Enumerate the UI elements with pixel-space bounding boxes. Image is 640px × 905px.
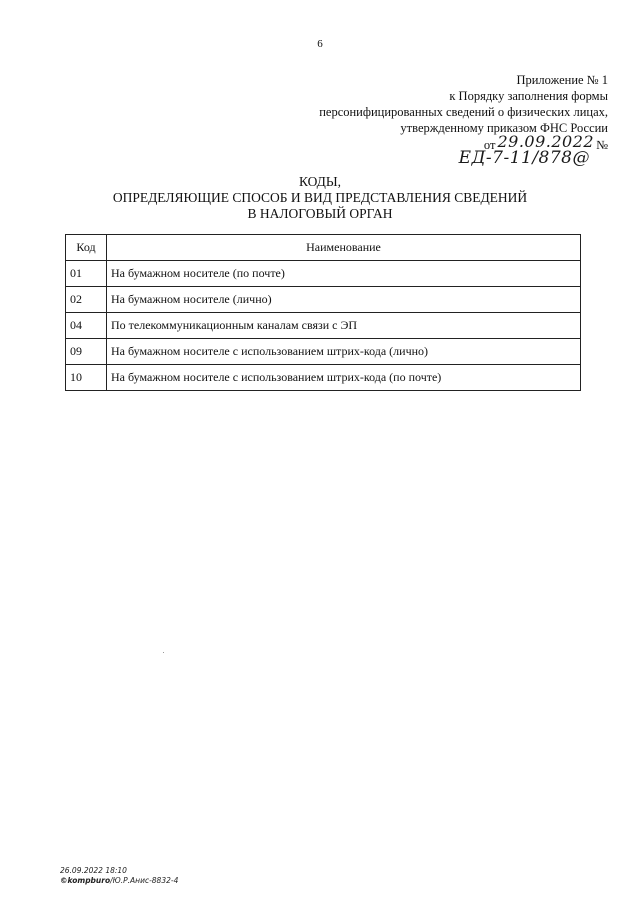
code-cell: 10	[66, 365, 107, 391]
column-header-code: Код	[66, 235, 107, 261]
name-cell: На бумажном носителе с использованием штрих-кода (лично)	[107, 339, 581, 365]
title-line-1: КОДЫ,	[298, 174, 342, 189]
appendix-line-4: утвержденному приказом ФНС России	[400, 121, 608, 135]
handwritten-date: 29.09.2022	[497, 132, 595, 151]
code-cell: 02	[66, 287, 107, 313]
stamp-brand: ©kompburo	[60, 876, 111, 885]
table-row	[66, 365, 581, 391]
document-title	[0, 174, 640, 222]
appendix-header	[319, 72, 608, 168]
table-header-row	[66, 235, 581, 261]
table-row	[66, 261, 581, 287]
appendix-line-1: Приложение № 1	[516, 73, 608, 87]
stamp-code: /Ю.Р.Анис-8832-4	[110, 876, 179, 885]
appendix-line-2: к Порядку заполнения формы	[449, 89, 608, 103]
date-prefix: от	[483, 138, 496, 152]
appendix-line-3: персонифицированных сведений о физических лицах,	[319, 105, 608, 119]
name-cell: На бумажном носителе (лично)	[107, 287, 581, 313]
table-row	[66, 287, 581, 313]
code-cell: 01	[66, 261, 107, 287]
scan-speck	[163, 652, 164, 653]
approval-line	[319, 132, 608, 168]
name-cell: На бумажном носителе (по почте)	[107, 261, 581, 287]
name-cell: На бумажном носителе с использованием штрих-кода (по почте)	[107, 365, 581, 391]
codes-table	[65, 234, 581, 391]
title-line-2: ОПРЕДЕЛЯЮЩИЕ СПОСОБ И ВИД ПРЕДСТАВЛЕНИЯ СВЕДЕНИЙ	[112, 190, 528, 205]
code-cell: 04	[66, 313, 107, 339]
stamp-source	[60, 876, 178, 886]
table-row	[66, 339, 581, 365]
stamp-datetime: 26.09.2022 18:10	[60, 866, 127, 875]
number-label: №	[596, 138, 608, 152]
column-header-name: Наименование	[107, 235, 581, 261]
name-cell: По телекоммуникационным каналам связи с ЭП	[107, 313, 581, 339]
table-row	[66, 313, 581, 339]
page-number: 6	[317, 38, 323, 50]
print-stamp	[60, 866, 178, 886]
code-cell: 09	[66, 339, 107, 365]
handwritten-order-number: ЕД-7-11/878@	[458, 148, 590, 168]
title-line-3: В НАЛОГОВЫЙ ОРГАН	[247, 206, 393, 221]
